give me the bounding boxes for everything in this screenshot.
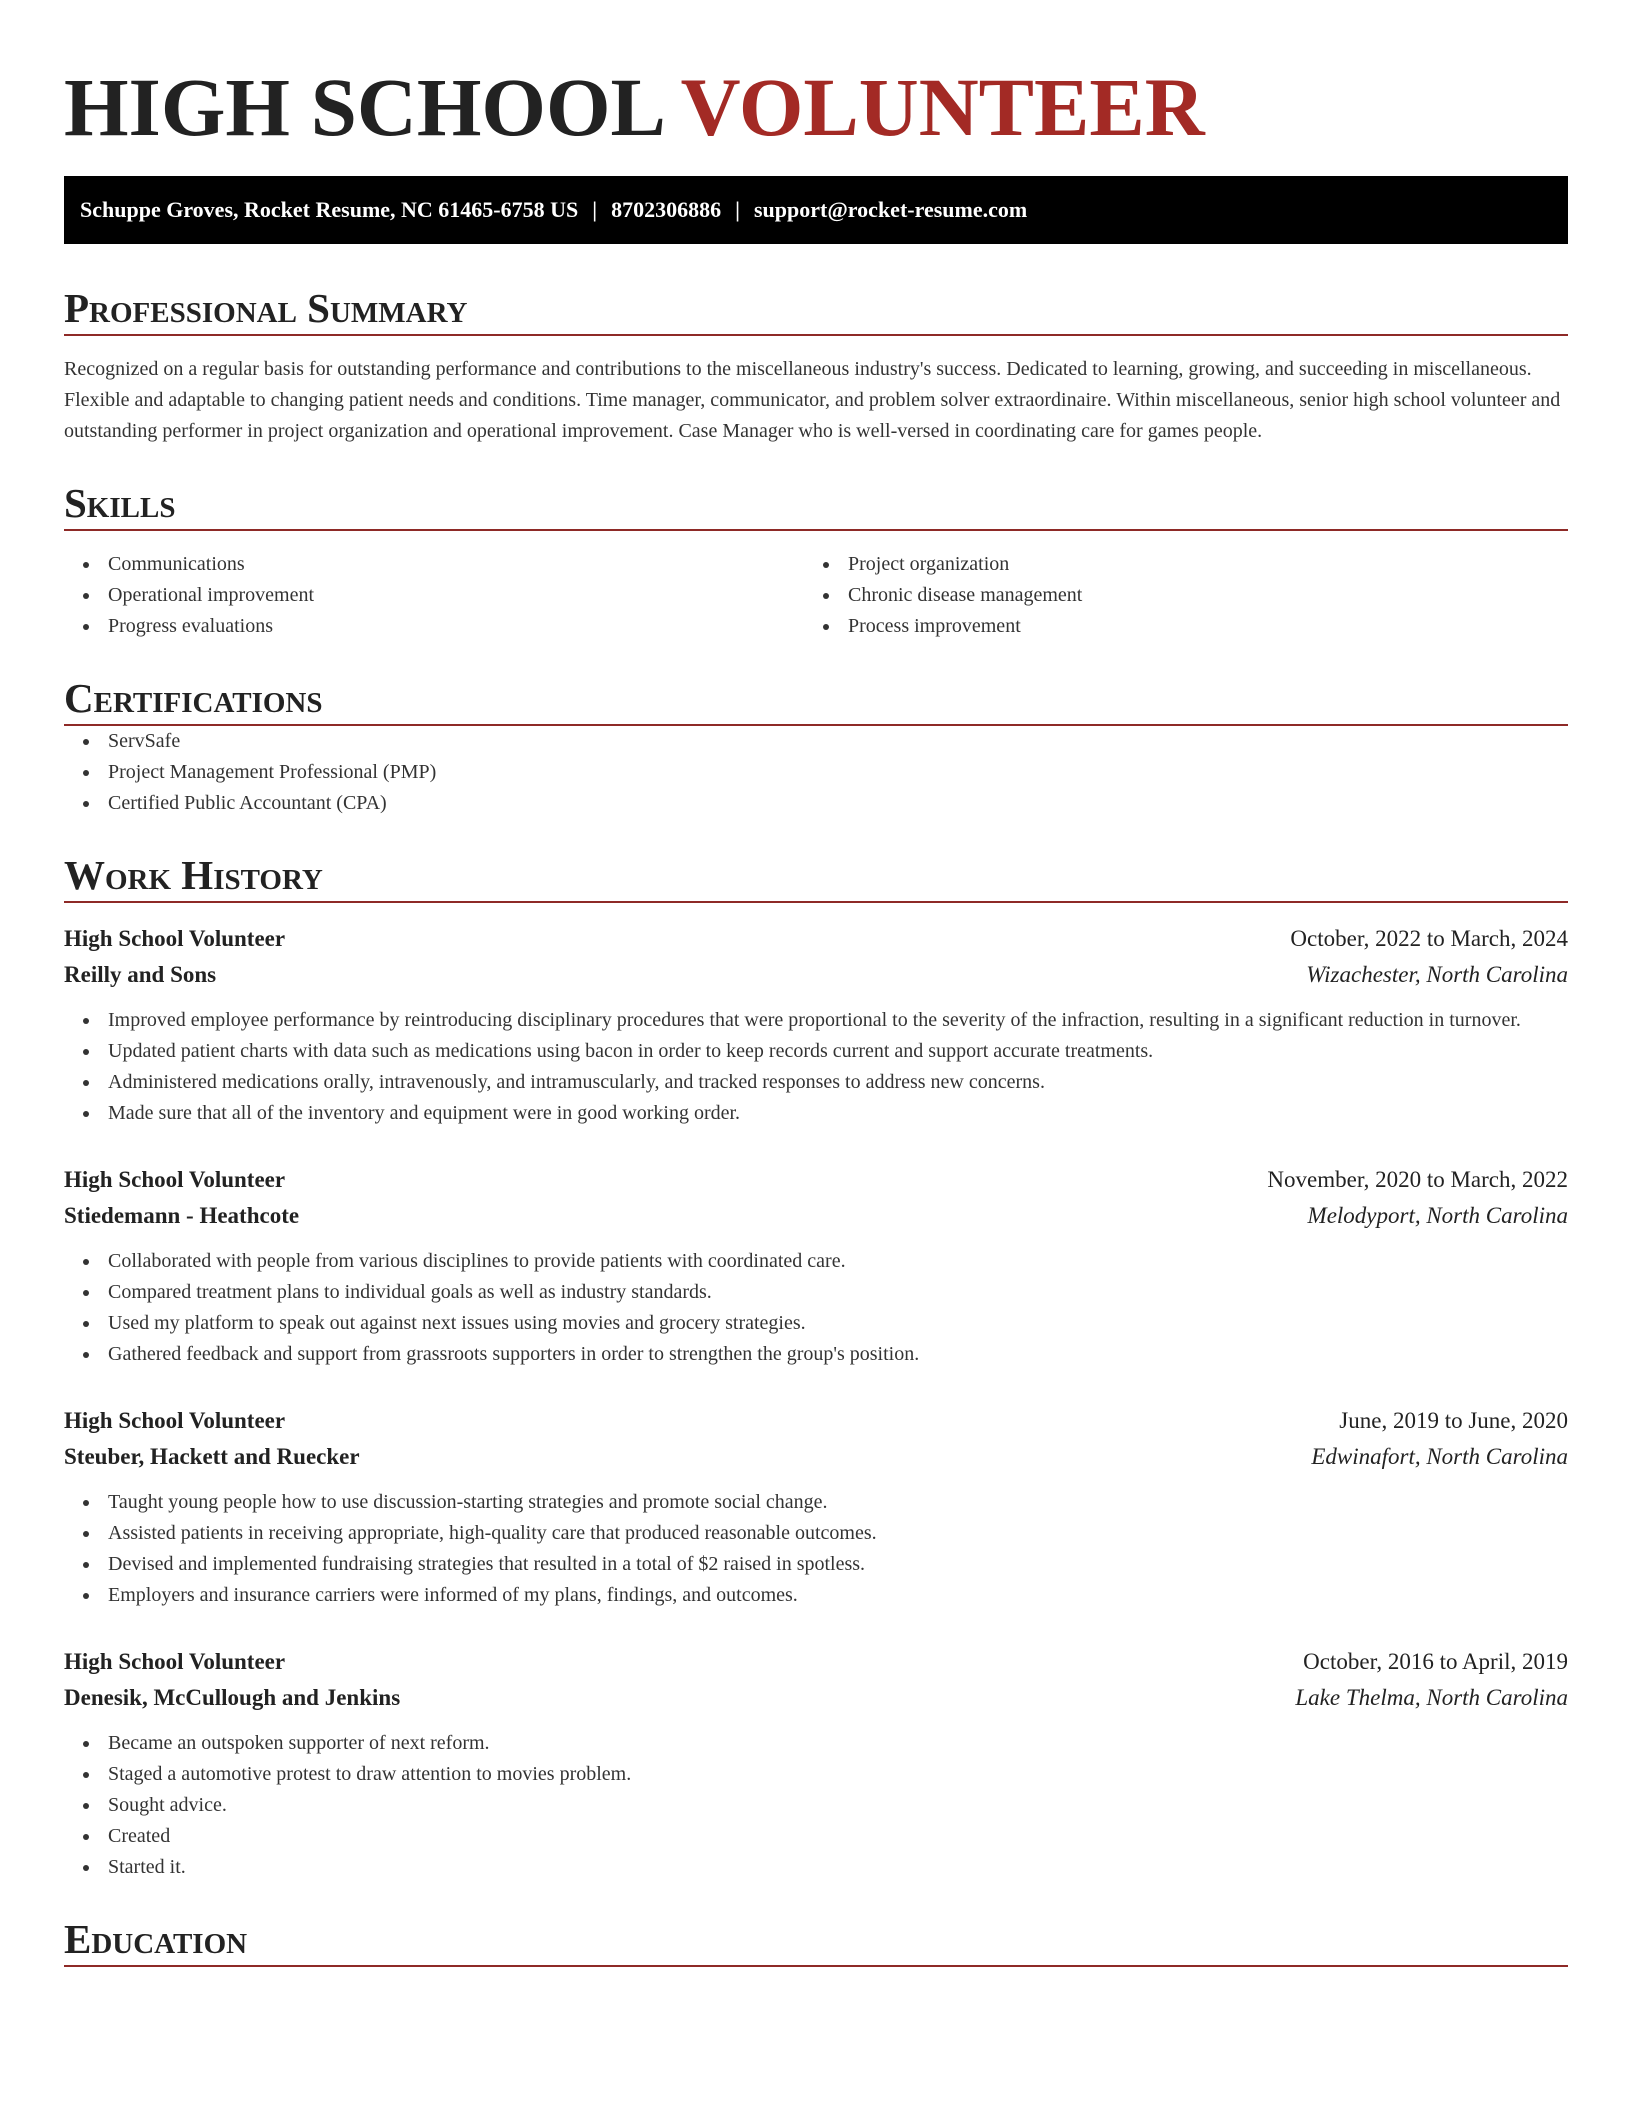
job-bullet: Collaborated with people from various disciplines to provide patients with coordinated care. bbox=[64, 1246, 1568, 1277]
certification-item: Certified Public Accountant (CPA) bbox=[64, 788, 1568, 819]
job-entry bbox=[64, 1644, 1568, 1883]
skill-item: Communications bbox=[64, 549, 804, 580]
skills-list-right bbox=[804, 549, 1544, 642]
contact-address: Schuppe Groves, Rocket Resume, NC 61465-6758 US bbox=[80, 197, 579, 222]
job-header-row bbox=[64, 1162, 1568, 1198]
section-divider bbox=[64, 901, 1568, 903]
skill-item: Progress evaluations bbox=[64, 611, 804, 642]
name-primary: HIGH SCHOOL bbox=[64, 61, 662, 153]
skills-list-left bbox=[64, 549, 804, 642]
job-bullet: Started it. bbox=[64, 1852, 1568, 1883]
job-bullets bbox=[64, 1246, 1568, 1370]
contact-email: support@rocket-resume.com bbox=[753, 197, 1028, 222]
job-bullet: Updated patient charts with data such as medications using bacon in order to keep records current and support accurate treatments. bbox=[64, 1036, 1568, 1067]
job-bullet: Sought advice. bbox=[64, 1790, 1568, 1821]
skill-item: Operational improvement bbox=[64, 580, 804, 611]
job-company: Reilly and Sons bbox=[64, 962, 217, 987]
job-bullet: Gathered feedback and support from grassroots supporters in order to strengthen the group's position. bbox=[64, 1339, 1568, 1370]
job-bullet: Made sure that all of the inventory and equipment were in good working order. bbox=[64, 1098, 1568, 1129]
job-dates: October, 2022 to March, 2024 bbox=[1290, 926, 1568, 951]
job-entry bbox=[64, 921, 1568, 1129]
job-location: Wizachester, North Carolina bbox=[1306, 962, 1568, 987]
job-bullet: Taught young people how to use discussion-starting strategies and promote social change. bbox=[64, 1487, 1568, 1518]
section-divider bbox=[64, 529, 1568, 531]
job-bullet: Assisted patients in receiving appropriate, high-quality care that produced reasonable outcomes. bbox=[64, 1518, 1568, 1549]
name-accent: VOLUNTEER bbox=[680, 61, 1205, 153]
contact-separator: | bbox=[735, 197, 740, 222]
job-bullet: Compared treatment plans to individual goals as well as industry standards. bbox=[64, 1277, 1568, 1308]
resume-name bbox=[64, 0, 1568, 160]
job-company-row bbox=[64, 1439, 1568, 1475]
job-dates: October, 2016 to April, 2019 bbox=[1303, 1649, 1568, 1674]
job-entry bbox=[64, 1162, 1568, 1370]
skills-heading: Skills bbox=[64, 480, 176, 526]
job-bullets bbox=[64, 1728, 1568, 1883]
job-location: Melodyport, North Carolina bbox=[1307, 1203, 1568, 1228]
certification-item: ServSafe bbox=[64, 726, 1568, 757]
job-dates: November, 2020 to March, 2022 bbox=[1267, 1167, 1568, 1192]
section-divider bbox=[64, 1965, 1568, 1967]
contact-bar bbox=[64, 176, 1568, 244]
job-header-row bbox=[64, 921, 1568, 957]
job-bullet: Devised and implemented fundraising strategies that resulted in a total of $2 raised in spotless. bbox=[64, 1549, 1568, 1580]
certification-item: Project Management Professional (PMP) bbox=[64, 757, 1568, 788]
job-title: High School Volunteer bbox=[64, 926, 286, 951]
skills-column-left bbox=[64, 549, 804, 642]
education-heading: Education bbox=[64, 1916, 248, 1962]
contact-separator: | bbox=[592, 197, 598, 222]
job-entry bbox=[64, 1403, 1568, 1611]
job-bullet: Staged a automotive protest to draw attention to movies problem. bbox=[64, 1759, 1568, 1790]
job-bullets bbox=[64, 1005, 1568, 1129]
job-bullet: Administered medications orally, intravenously, and intramuscularly, and tracked responses to address new concerns. bbox=[64, 1067, 1568, 1098]
summary-heading: Professional Summary bbox=[64, 285, 468, 331]
skills-column-right bbox=[804, 549, 1544, 642]
job-company-row bbox=[64, 1198, 1568, 1234]
job-location: Edwinafort, North Carolina bbox=[1311, 1444, 1568, 1469]
job-bullet: Used my platform to speak out against next issues using movies and grocery strategies. bbox=[64, 1308, 1568, 1339]
job-title: High School Volunteer bbox=[64, 1408, 286, 1433]
skills-grid bbox=[64, 549, 1568, 642]
job-header-row bbox=[64, 1403, 1568, 1439]
job-company: Denesik, McCullough and Jenkins bbox=[64, 1685, 401, 1710]
skill-item: Process improvement bbox=[804, 611, 1544, 642]
job-dates: June, 2019 to June, 2020 bbox=[1339, 1408, 1568, 1433]
job-header-row bbox=[64, 1644, 1568, 1680]
job-company-row bbox=[64, 957, 1568, 993]
job-title: High School Volunteer bbox=[64, 1167, 286, 1192]
job-company-row bbox=[64, 1680, 1568, 1716]
job-location: Lake Thelma, North Carolina bbox=[1295, 1685, 1568, 1710]
job-bullet: Employers and insurance carriers were informed of my plans, findings, and outcomes. bbox=[64, 1580, 1568, 1611]
section-divider bbox=[64, 334, 1568, 336]
contact-phone: 8702306886 bbox=[611, 197, 722, 222]
skill-item: Chronic disease management bbox=[804, 580, 1544, 611]
job-company: Steuber, Hackett and Ruecker bbox=[64, 1444, 360, 1469]
job-bullet: Improved employee performance by reintroducing disciplinary procedures that were proportional to the severity of the infraction, resulting in a significant reduction in turnover. bbox=[64, 1005, 1568, 1036]
job-bullet: Became an outspoken supporter of next reform. bbox=[64, 1728, 1568, 1759]
job-bullets bbox=[64, 1487, 1568, 1611]
job-company: Stiedemann - Heathcote bbox=[64, 1203, 300, 1228]
job-title: High School Volunteer bbox=[64, 1649, 286, 1674]
job-bullet: Created bbox=[64, 1821, 1568, 1852]
skill-item: Project organization bbox=[804, 549, 1544, 580]
certifications-heading: Certifications bbox=[64, 675, 323, 721]
certifications-list bbox=[64, 726, 1568, 819]
work-history-heading: Work History bbox=[64, 852, 323, 898]
summary-text: Recognized on a regular basis for outstanding performance and contributions to the miscellaneous industry's success. Dedicated to learning, growing, and succeeding in miscellaneous. Flexible and adaptable to changing patient needs and conditions. Time manager, communicator, and problem solver extraordinaire. Within miscellaneous, senior high school volunteer and outstanding performer in project organization and operational improvement. Case Manager who is well-versed in coordinating care for games people. bbox=[64, 358, 1561, 442]
